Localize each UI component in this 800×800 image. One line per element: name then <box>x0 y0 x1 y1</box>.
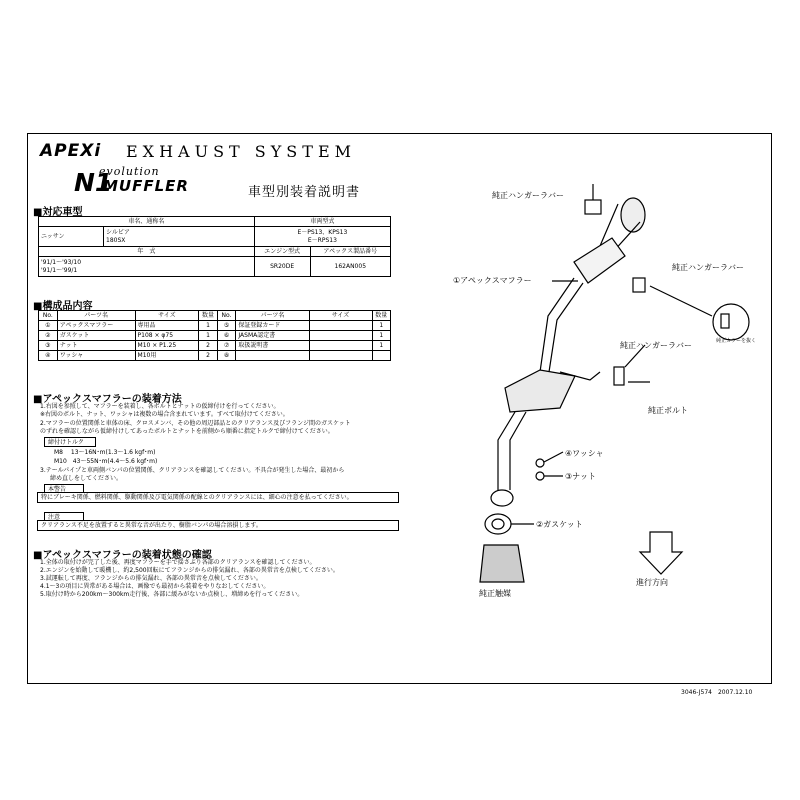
muffler-label: ①アペックスマフラー <box>453 276 532 285</box>
bolt-label: 純正ボルト <box>648 406 688 415</box>
install-step-3: 3.テールパイプと車両側バンパの位置関係、クリアランスを確認してください。不具合が発生した場合、最初から <box>40 467 345 474</box>
header-cell: パーツ名 <box>236 311 309 321</box>
year-cell: '91/1～'93/10 '91/1～'99/1 <box>39 257 255 277</box>
parts-cell: 1 <box>199 331 217 341</box>
header-cell: パーツ名 <box>57 311 135 321</box>
model-header: 車両型式 <box>254 217 390 227</box>
check-line: 5.取付け時から200km～300km走行後、各部に緩みがないか点検し、増締めを行ってください。 <box>40 591 304 598</box>
header-cell: 数量 <box>372 311 390 321</box>
callout-note: 純正カラーを抜く <box>716 338 757 344</box>
header-cell: No. <box>217 311 236 321</box>
document-code: 3046-J574 2007.12.10 <box>681 689 753 696</box>
direction-arrow-icon <box>640 532 682 574</box>
parts-cell: 2 <box>199 341 217 351</box>
catalyst-label: 純正触媒 <box>479 589 511 598</box>
model-cell: E－PS13、KPS13 E－RPS13 <box>254 227 390 247</box>
install-heading: ■アペックスマフラーの装着方法 <box>33 394 182 405</box>
parts-cell: JASMA認定書 <box>236 331 309 341</box>
parts-cell: ⑥ <box>217 331 236 341</box>
header-cell: 数量 <box>199 311 217 321</box>
parts-cell: 1 <box>199 321 217 331</box>
engine-cell: SR20DE <box>254 257 310 277</box>
document-title: 車型別装着説明書 <box>248 185 361 200</box>
install-step-3-cont: 締め直しをしてください。 <box>50 475 123 482</box>
part-header: アペックス製品番号 <box>310 247 390 257</box>
check-heading: ■アペックスマフラーの装着状態の確認 <box>33 550 212 561</box>
maker-cell: ニッサン <box>39 227 104 247</box>
nut-label: ③ナット <box>565 472 597 481</box>
hanger-label-mid: 純正ハンガーラバー <box>672 263 744 272</box>
parts-cell: M10 × P1.25 <box>135 341 199 351</box>
n1-logo: N1 <box>74 168 113 197</box>
parts-cell: ガスケット <box>57 331 135 341</box>
parts-cell: 専用品 <box>135 321 199 331</box>
evolution-logo: evolution <box>99 165 160 178</box>
install-step-1: 1.右図を参照して、マフラーを装着し、各ボルトとナットの仮締付けを行ってください。 <box>40 403 280 410</box>
header-cell: No. <box>39 311 58 321</box>
engine-header: エンジン型式 <box>254 247 310 257</box>
parts-cell: ③ <box>39 341 58 351</box>
torque-m10: M10 43～55N･m(4.4～5.6 kgf･m) <box>54 458 158 465</box>
hanger-label-top: 純正ハンガーラバー <box>492 191 564 200</box>
parts-cell: アペックスマフラー <box>57 321 135 331</box>
gasket-label: ②ガスケット <box>536 520 583 529</box>
maker-header: 車名、通称名 <box>39 217 255 227</box>
parts-cell: 1 <box>372 331 390 341</box>
parts-cell: ナット <box>57 341 135 351</box>
brand-logo: APEXi <box>40 141 102 161</box>
direction-label: 進行方向 <box>636 578 668 587</box>
parts-cell: ⑧ <box>217 351 236 361</box>
muffler-logo: MUFFLER <box>103 177 189 195</box>
parts-cell: 1 <box>372 321 390 331</box>
torque-label: 締付けトルク <box>44 437 96 447</box>
parts-cell: 取扱説明書 <box>236 341 309 351</box>
install-step-1-note: ※右図のボルト、ナット、ワッシャは複数の場合含まれています。すべて取付けてください。 <box>40 411 289 418</box>
check-line: 3.試運転して再度、フランジからの排気漏れ、各部の異常音を点検してください。 <box>40 575 262 582</box>
parts-cell: ② <box>39 331 58 341</box>
hanger-label-low: 純正ハンガーラバー <box>620 341 692 350</box>
parts-cell: ワッシャ <box>57 351 135 361</box>
warning-text: 特にブレーキ関係、燃料関係、駆動関係及び電気関係の配線とのクリアランスには、細心の注意を払ってください。 <box>37 492 399 503</box>
exhaust-system-title: EXHAUST SYSTEM <box>126 142 356 161</box>
install-step-2-cont: のずれを確認しながら仮締付けしてあったボルトとナットを前側から順番に指定トルクで締付けてください。 <box>40 428 334 435</box>
year-header: 年 式 <box>39 247 255 257</box>
header-cell: サイズ <box>309 311 372 321</box>
warning-label: 本警告 <box>44 484 84 493</box>
name-cell: シルビア 180SX <box>104 227 255 247</box>
install-step-2: 2.マフラーの位置関係と車体の床、クロスメンバ、その他の周辺部品とのクリアランス及びフランジ間のガスケット <box>40 420 351 427</box>
parts-cell: 2 <box>199 351 217 361</box>
washer-label: ④ワッシャ <box>565 449 604 458</box>
part-number-cell: 162AN005 <box>310 257 390 277</box>
note-label: 注意 <box>44 512 84 521</box>
parts-cell: 1 <box>372 341 390 351</box>
parts-cell: ④ <box>39 351 58 361</box>
parts-heading: ■構成品内容 <box>33 301 93 312</box>
parts-cell: P108 × φ75 <box>135 331 199 341</box>
torque-m8: M8 13～16N･m(1.3～1.6 kgf･m) <box>54 449 156 456</box>
parts-cell: ① <box>39 321 58 331</box>
check-line: 1.全体の取付けが完了した後、再度マフラーを手で揺さぶり各部のクリアランスを確認してください。 <box>40 559 316 566</box>
parts-cell: ⑦ <box>217 341 236 351</box>
check-line: 4.1～3の項目に異常がある場合は、画像でも最初から装着をやりなおしてください。 <box>40 583 270 590</box>
parts-cell: ⑤ <box>217 321 236 331</box>
check-line: 2.エンジンを始動して暖機し、約2,500回転にてフランジからの排気漏れ、各部の異常音を点検してください。 <box>40 567 339 574</box>
vehicle-heading: ■対応車型 <box>33 207 83 218</box>
header-cell: サイズ <box>135 311 199 321</box>
parts-cell: M10用 <box>135 351 199 361</box>
parts-cell: 保証登録カード <box>236 321 309 331</box>
note-text: クリアランス不足を放置すると異常な音が出たり、樹脂バンパの場合溶損します。 <box>37 520 399 531</box>
